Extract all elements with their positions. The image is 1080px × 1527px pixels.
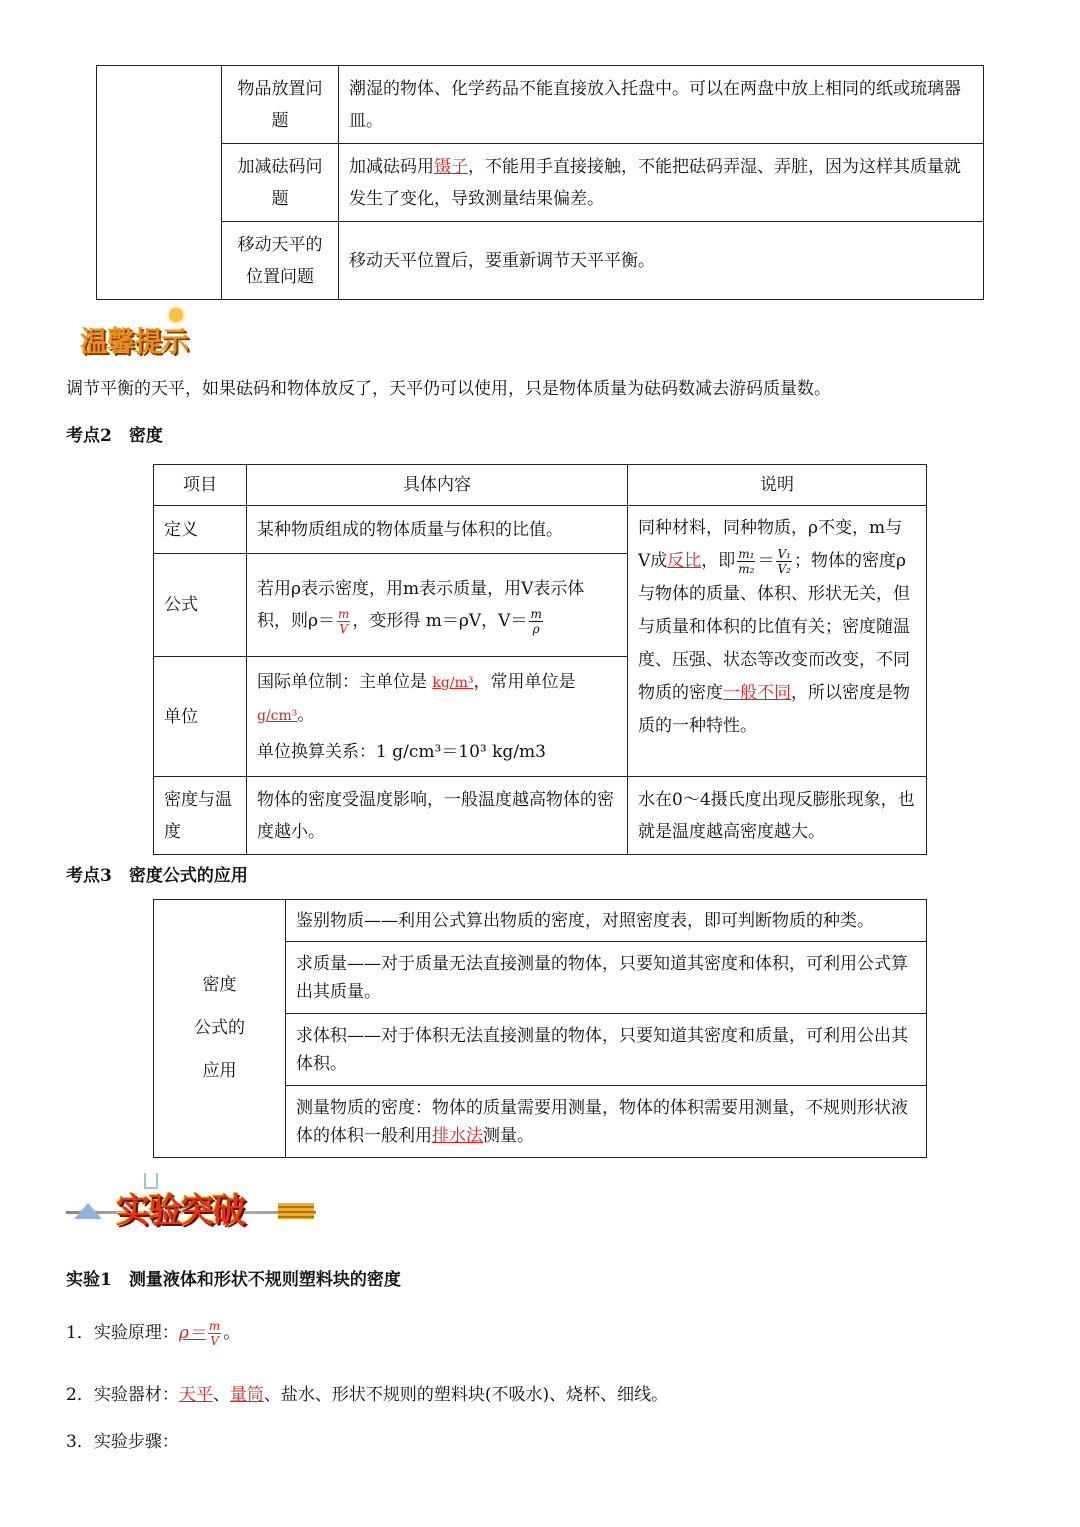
step-procedure: 3．实验步骤： — [66, 1432, 179, 1452]
experiment-breakthrough-badge: 实验突破 — [66, 1173, 316, 1235]
table-content: 移动天平位置后，要重新调节天平平衡。 — [339, 222, 984, 300]
prism-icon — [74, 1203, 102, 1219]
unit-content: 国际单位制：主单位是 kg/m³，常用单位是 g/cm³。 单位换算关系：1 g/cm³＝10³ kg/m3 — [247, 657, 628, 777]
temperature-content: 物体的密度受温度影响，一般温度越高物体的密度越小。 — [247, 777, 628, 855]
find-volume: 求体积——对于体积无法直接测量的物体，只要知道其密度和质量，可利用公出其体积。 — [286, 1014, 927, 1086]
header-content: 具体内容 — [247, 465, 628, 506]
density-note: 同种材料，同种物质，ρ不变，m与 V成反比，即 $\frac{\text{m₁}}{\text{m₂}}$ ＝ $\frac{\text{V₁}}{\text{V₂}}$ ；物体的密度ρ 与物体的质量、体积、形状无关，但与质量和体积的比值有关；密度随温度、压强、状态等改变而改变，不同物质的密度一般不同，所以密度是物质的一种特性。 — [628, 506, 927, 777]
row-label: 密度与温度 — [154, 777, 247, 855]
tip-text: 调节平衡的天平，如果砝码和物体放反了，天平仍可以使用，只是物体质量为砝码数减去游码质量数。 — [66, 379, 831, 399]
table-content: 潮湿的物体、化学药品不能直接放入托盘中。可以在两盘中放上相同的纸或琉璃器皿。 — [339, 66, 984, 144]
header-note: 说明 — [628, 465, 927, 506]
header-item: 项目 — [154, 465, 247, 506]
blank-cell — [97, 66, 222, 300]
table-content: 加减砝码用镊子，不能用手直接接触，不能把砝码弄湿、弄脏，因为这样其质量就发生了变化，导致测量结果偏差。 — [339, 144, 984, 222]
section-heading-density: 考点2 密度 — [66, 426, 163, 446]
identify-substance: 鉴别物质——利用公式算出物质的密度，对照密度表，即可判断物质的种类。 — [286, 900, 927, 942]
formula-content: 若用ρ表示密度，用m表示质量，用V表示体 积，则ρ＝ $\frac{m}{V}$ ，变形得 m＝ρV，V＝ $\frac{m}{\rho}$ — [247, 554, 628, 657]
section-heading-application: 考点3 密度公式的应用 — [66, 866, 248, 886]
find-mass: 求质量——对于质量无法直接测量的物体，只要知道其密度和体积，可利用公式算出其质量。 — [286, 942, 927, 1014]
table-item: 加减砝码问题 — [222, 144, 339, 222]
density-table — [153, 464, 927, 855]
table-item: 物品放置问题 — [222, 66, 339, 144]
ruler-icon — [278, 1203, 314, 1219]
definition-content: 某种物质组成的物体质量与体积的比值。 — [247, 506, 628, 554]
temperature-note: 水在0～4摄氏度出现反膨胀现象，也就是温度越高密度越大。 — [628, 777, 927, 855]
balance-usage-table — [96, 65, 984, 300]
step-principle: 1．实验原理：ρ＝ $\frac{m}{V}$ 。 — [66, 1319, 241, 1348]
warm-tip-badge: 温馨提示 — [80, 308, 195, 354]
row-label: 公式 — [154, 554, 247, 657]
answer-tweezers: 镊子 — [434, 156, 468, 177]
row-label: 定义 — [154, 506, 247, 554]
application-label: 密度 公式的 应用 — [154, 900, 286, 1158]
step-equipment: 2．实验器材：天平、量筒、盐水、形状不规则的塑料块(不吸水)、烧杯、细线。 — [66, 1385, 669, 1405]
table-item: 移动天平的位置问题 — [222, 222, 339, 300]
experiment-title: 实验1 测量液体和形状不规则塑料块的密度 — [66, 1270, 401, 1290]
application-table — [153, 899, 927, 1158]
row-label: 单位 — [154, 657, 247, 777]
measure-density: 测量物质的密度：物体的质量需要用测量，物体的体积需要用测量，不规则形状液体的体积一般利用排水法测量。 — [286, 1086, 927, 1158]
